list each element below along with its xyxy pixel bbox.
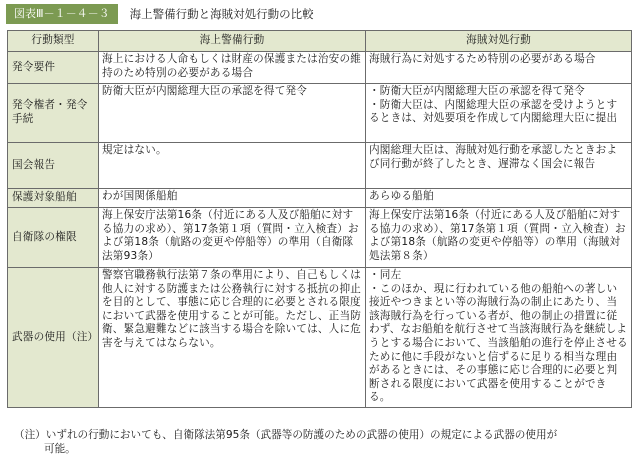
table-row: [8, 84, 632, 143]
row-label: 武器の使用（注）: [8, 268, 99, 408]
cell-kaizoku: 海上保安庁法第16条（付近にある人及び船舶に対する協力の求め）、第17条第１項（質問・立入検査）および第18条（航路の変更や停船等）の準用（海賊対処法第８条）: [366, 208, 632, 268]
footnote-line: 可能。: [44, 443, 76, 455]
row-label: 国会報告: [8, 143, 99, 189]
table-row: [8, 189, 632, 208]
list-item: ・防衛大臣が内閣総理大臣の承認を得て発令: [369, 85, 585, 97]
table-row: [8, 143, 632, 189]
footnote-line: （注）いずれの行動においても、自衛隊法第95条（武器等の防護のための武器の使用）の規定による武器の使用が: [14, 429, 558, 441]
cell-kaizoku: [366, 84, 632, 143]
figure-header: [6, 4, 314, 24]
footnote: [14, 428, 626, 456]
cell-kaizoku: あらゆる船舶: [366, 189, 632, 208]
cell-kaijo: 規定はない。: [99, 143, 366, 189]
figure-label: 図表Ⅲ－１－４－３: [6, 4, 118, 24]
table-row: [8, 52, 632, 84]
cell-kaijo: 警察官職務執行法第７条の準用により、自己もしくは他人に対する防護または公務執行に対する抵抗の抑止を目的として、事態に応じ合理的に必要とされる限度において武器を使用することが可能。ただし、正当防衛、緊急避難などに該当する場合を除いては、人に危害を与えてはならない。: [99, 268, 366, 408]
figure-title: 海上警備行動と海賊対処行動の比較: [129, 7, 314, 21]
comparison-table: [7, 30, 632, 408]
row-label: 発令権者・発令手続: [8, 84, 99, 143]
cell-kaijo: わが国関係船舶: [99, 189, 366, 208]
header-kaijo: 海上警備行動: [99, 31, 366, 52]
cell-kaijo: 海上保安庁法第16条（付近にある人及び船舶に対する協力の求め）、第17条第１項（質問・立入検査）および第18条（航路の変更や停船等）の準用（自衛隊法第93条）: [99, 208, 366, 268]
cell-kaijo: 海上における人命もしくは財産の保護または治安の維持のため特別の必要がある場合: [99, 52, 366, 84]
row-label: 保護対象船舶: [8, 189, 99, 208]
list-item: ・同左: [369, 269, 402, 281]
table-row: [8, 208, 632, 268]
cell-kaizoku: 海賊行為に対処するため特別の必要がある場合: [366, 52, 632, 84]
table-row: [8, 268, 632, 408]
list-item: ・このほか、現に行われている他の船舶への著しい接近やつきまとい等の海賊行為の制止にあたり、当該海賊行為を行っている者が、他の制止の措置に従わず、なお船舶を航行させて当該海賊行為を継続しようとする場合において、当該船舶の進行を停止させるために他に手段がないと信ずるに足りる相当な理由があるときには、その事態に応じ合理的に必要と判断される限度において武器を使用することができる。: [369, 282, 628, 404]
cell-kaizoku: [366, 268, 632, 408]
header-type: 行動類型: [8, 31, 99, 52]
row-label: 自衛隊の権限: [8, 208, 99, 268]
row-label: 発令要件: [8, 52, 99, 84]
cell-kaijo: 防衛大臣が内閣総理大臣の承認を得て発令: [99, 84, 366, 143]
list-item: ・防衛大臣は、内閣総理大臣の承認を受けようとするときは、対処要項を作成して内閣総理大臣に提出: [369, 98, 618, 125]
header-row: [8, 31, 632, 52]
cell-kaizoku: 内閣総理大臣は、海賊対処行動を承認したときおよび同行動が終了したとき、遅滞なく国会に報告: [366, 143, 632, 189]
header-kaizoku: 海賊対処行動: [366, 31, 632, 52]
